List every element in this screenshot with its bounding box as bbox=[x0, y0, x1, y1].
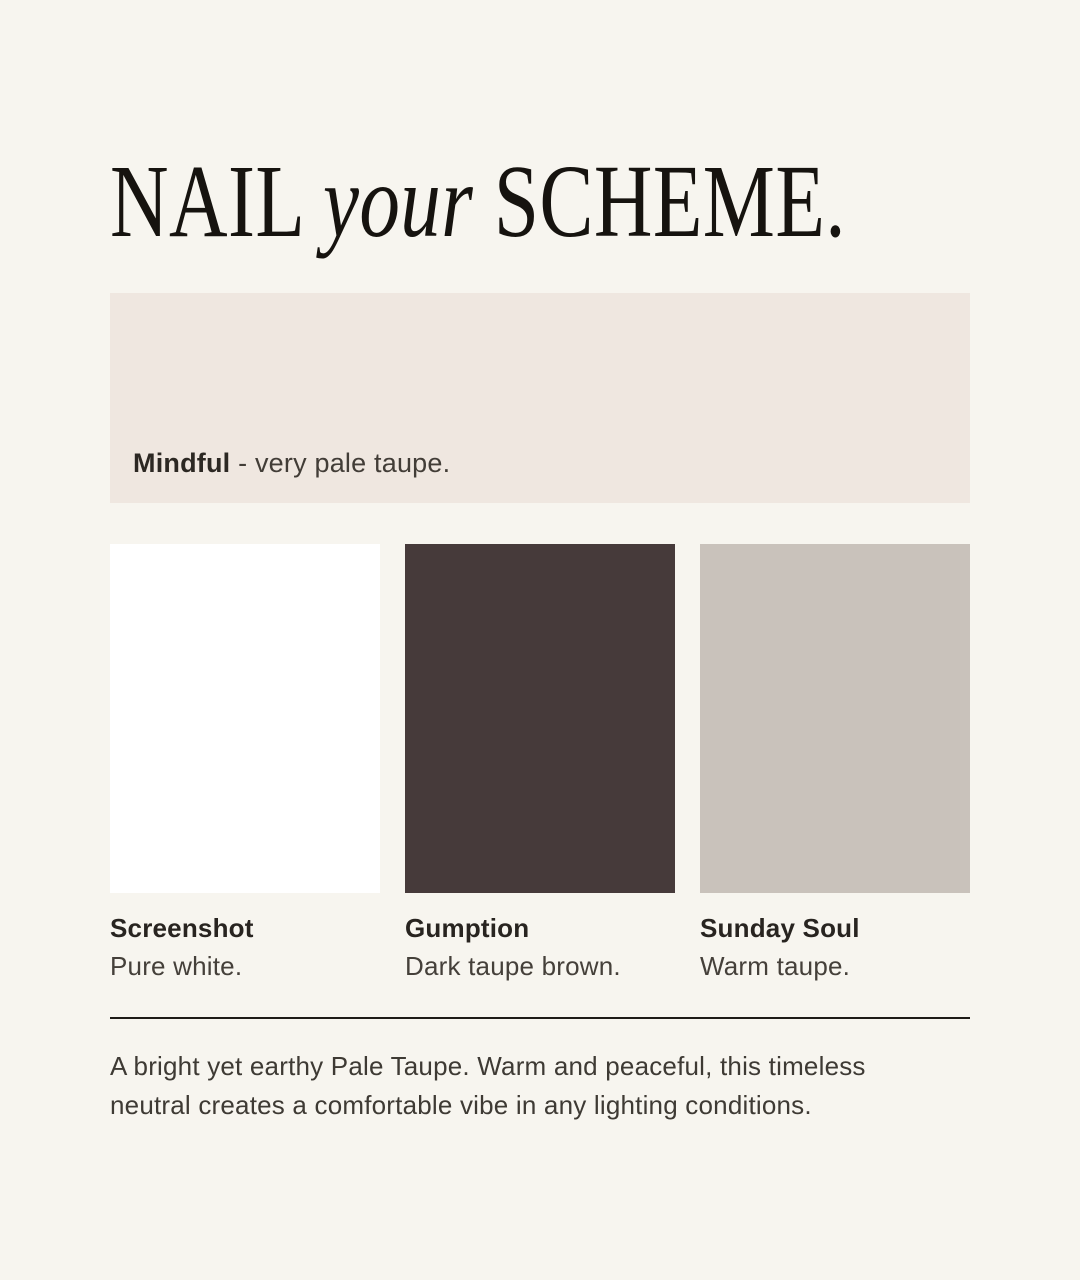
swatch-name: Gumption bbox=[405, 913, 530, 943]
swatch-card-gumption bbox=[405, 544, 675, 984]
divider-line bbox=[110, 1017, 970, 1019]
footer-line-2: neutral creates a comfortable vibe in any lighting conditions. bbox=[110, 1089, 812, 1120]
title-part-2: SCHEME. bbox=[493, 144, 846, 259]
color-swatch bbox=[700, 544, 970, 893]
page-title-text bbox=[110, 144, 846, 259]
footer-line-1: A bright yet earthy Pale Taupe. Warm and peaceful, this timeless bbox=[110, 1050, 866, 1081]
footer-description bbox=[110, 1047, 970, 1125]
hero-color-swatch bbox=[110, 293, 970, 503]
color-swatch bbox=[405, 544, 675, 893]
swatch-card-screenshot bbox=[110, 544, 380, 984]
swatch-card-sunday-soul bbox=[700, 544, 970, 984]
color-swatch bbox=[110, 544, 380, 893]
hero-swatch-label bbox=[133, 448, 450, 479]
swatch-row bbox=[110, 544, 970, 984]
swatch-description: Dark taupe brown. bbox=[405, 950, 621, 981]
swatch-name: Screenshot bbox=[110, 913, 254, 943]
swatch-description: Pure white. bbox=[110, 950, 243, 981]
title-part-1: NAIL bbox=[110, 144, 303, 259]
hero-swatch-separator: - bbox=[238, 448, 248, 478]
swatch-description: Warm taupe. bbox=[700, 950, 851, 981]
swatch-name: Sunday Soul bbox=[700, 913, 860, 943]
hero-swatch-name: Mindful bbox=[133, 448, 231, 478]
page-title bbox=[110, 144, 970, 259]
hero-swatch-description: very pale taupe. bbox=[254, 448, 451, 478]
title-italic-word: your bbox=[322, 144, 474, 259]
